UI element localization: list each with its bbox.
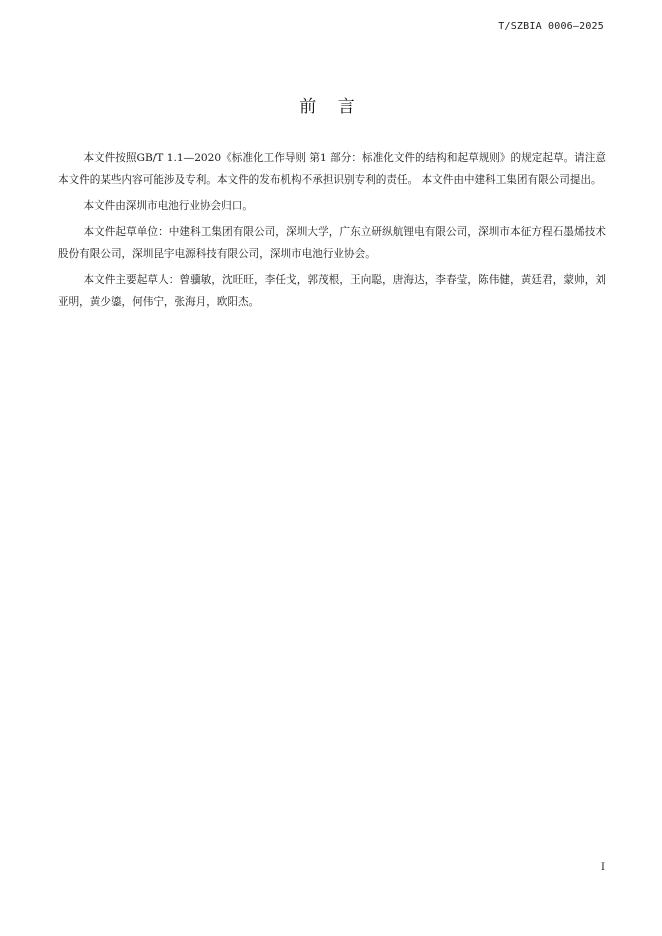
paragraph-drafting-units: 本文件起草单位：中建科工集团有限公司，深圳大学，广东立研纵航锂电有限公司，深圳市本征方程石墨烯技术股份有限公司，深圳昆宇电源科技有限公司，深圳市电池行业协会。: [58, 226, 606, 260]
paragraph-drafters: 本文件主要起草人：曾骥敏，沈旺旺，李任戈，郭茂根，王向聪，唐海达，李春莹，陈伟健，黄廷君，蒙帅，刘亚明，黄少鎏，何伟宁，张海月，欧阳杰。: [58, 274, 606, 308]
foreword-body: [58, 147, 606, 317]
document-code: T/SZBIA 0006—2025: [498, 21, 604, 32]
paragraph-drafting-basis: 本文件按照GB/T 1.1—2020《标准化工作导则 第1 部分：标准化文件的结构和起草规则》的规定起草。请注意本文件的某些内容可能涉及专利。本文件的发布机构不承担识别专利的责任。 本文件由中建科工集团有限公司提出。: [58, 152, 606, 186]
paragraph-administration: 本文件由深圳市电池行业协会归口。: [83, 200, 253, 212]
page-title: 前 言: [299, 97, 363, 117]
page-number: I: [601, 862, 605, 873]
